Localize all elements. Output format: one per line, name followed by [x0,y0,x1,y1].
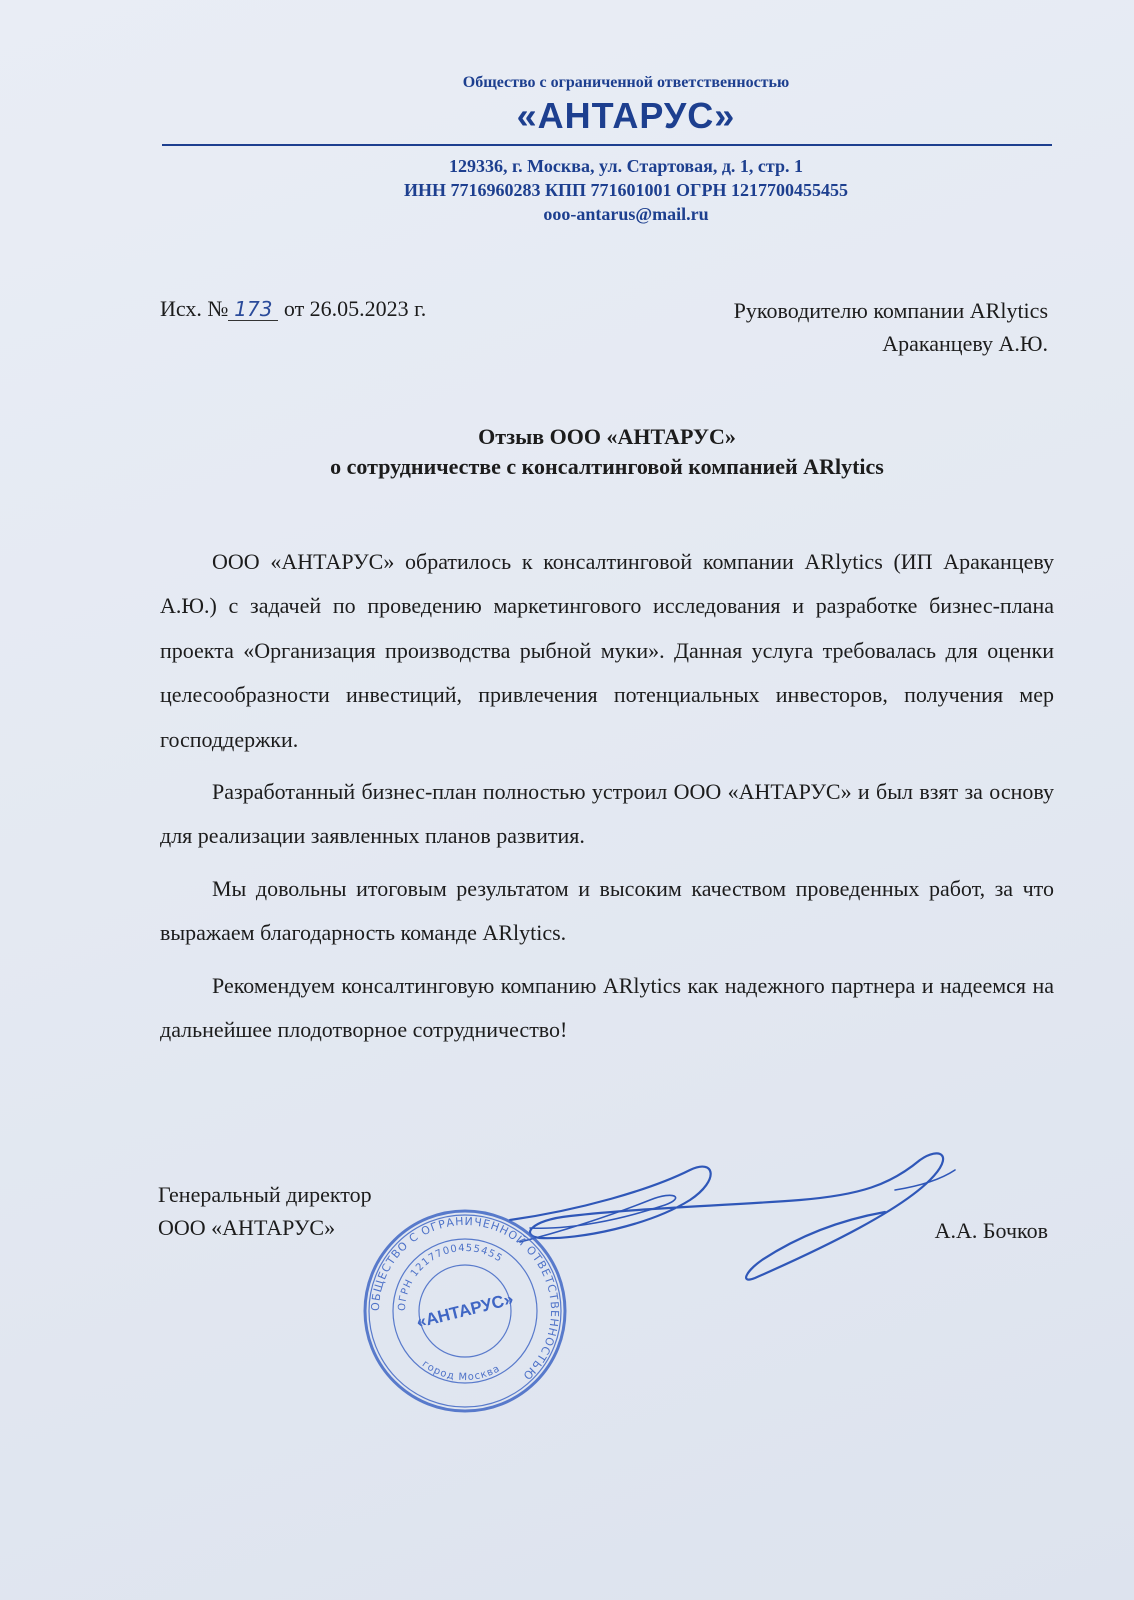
outgoing-reference [160,296,426,322]
body-paragraph-3: Мы довольны итоговым результатом и высоким качеством проведенных работ, за что выражаем благодарность команде ARlytics. [160,875,1054,946]
letter-title [160,422,1054,482]
seal-center-text: «АНТАРУС» [414,1289,516,1332]
body-paragraph-4: Рекомендуем консалтинговую компанию ARlytics как надежного партнера и надеемся на дальнейшее плодотворное сотрудничество! [160,972,1054,1043]
reference-prefix: Исх. № [160,296,229,321]
body-paragraph-2: Разработанный бизнес-план полностью устроил ООО «АНТАРУС» и был взят за основу для реализации заявленных планов развития. [160,779,1054,849]
reference-number: 173 [228,298,278,321]
signatory-position-line-2: ООО «АНТАРУС» [158,1215,336,1240]
letterhead-email: ooo-antarus@mail.ru [543,204,709,224]
seal-ogrn-text: ОГРН 1217700455455 [396,1242,505,1312]
reference-date: от 26.05.2023 г. [283,296,427,321]
addressee-block [608,294,1048,360]
letter-body [160,540,1054,1060]
svg-text:город Москва [420,1359,502,1384]
letterhead-company-name: «АНТАРУС» [516,95,736,136]
letterhead-legal-form: Общество с ограниченной ответственностью [462,74,790,91]
title-line-2: о сотрудничестве с консалтинговой компанией ARlytics [330,454,884,479]
company-seal [360,1206,570,1416]
letterhead-requisites: ИНН 7716960283 КПП 771601001 ОГРН 1217700455455 [403,180,848,200]
handwritten-signature [500,1150,980,1290]
seal-outer-text: ОБЩЕСТВО С ОГРАНИЧЕННОЙ ОТВЕТСТВЕННОСТЬЮ [368,1214,562,1383]
signatory-name: А.А. Бочков [934,1218,1048,1243]
addressee-line-1: Руководителю компании ARlytics [733,298,1048,323]
letterhead [160,72,1052,226]
addressee-line-2: Араканцеву А.Ю. [882,331,1048,356]
letterhead-address: 129336, г. Москва, ул. Стартовая, д. 1, стр. 1 [448,156,803,176]
body-paragraph-1: ООО «АНТАРУС» обратилось к консалтинговой компании ARlytics (ИП Араканцеву А.Ю.) с задачей по проведению маркетингового исследования и разработке бизнес-плана проекта «Организация производства рыбной муки». Данная услуга требовалась для оценки целесообразности инвестиций, привлечения потенциальных инвесторов, получения мер господдержки. [160,549,1054,752]
seal-city-text: город Москва [419,1358,503,1384]
letterhead-divider [162,144,1052,146]
title-line-1: Отзыв ООО «АНТАРУС» [478,424,736,449]
signatory-position-line-1: Генеральный директор [158,1182,372,1207]
signatory-position [158,1178,372,1244]
